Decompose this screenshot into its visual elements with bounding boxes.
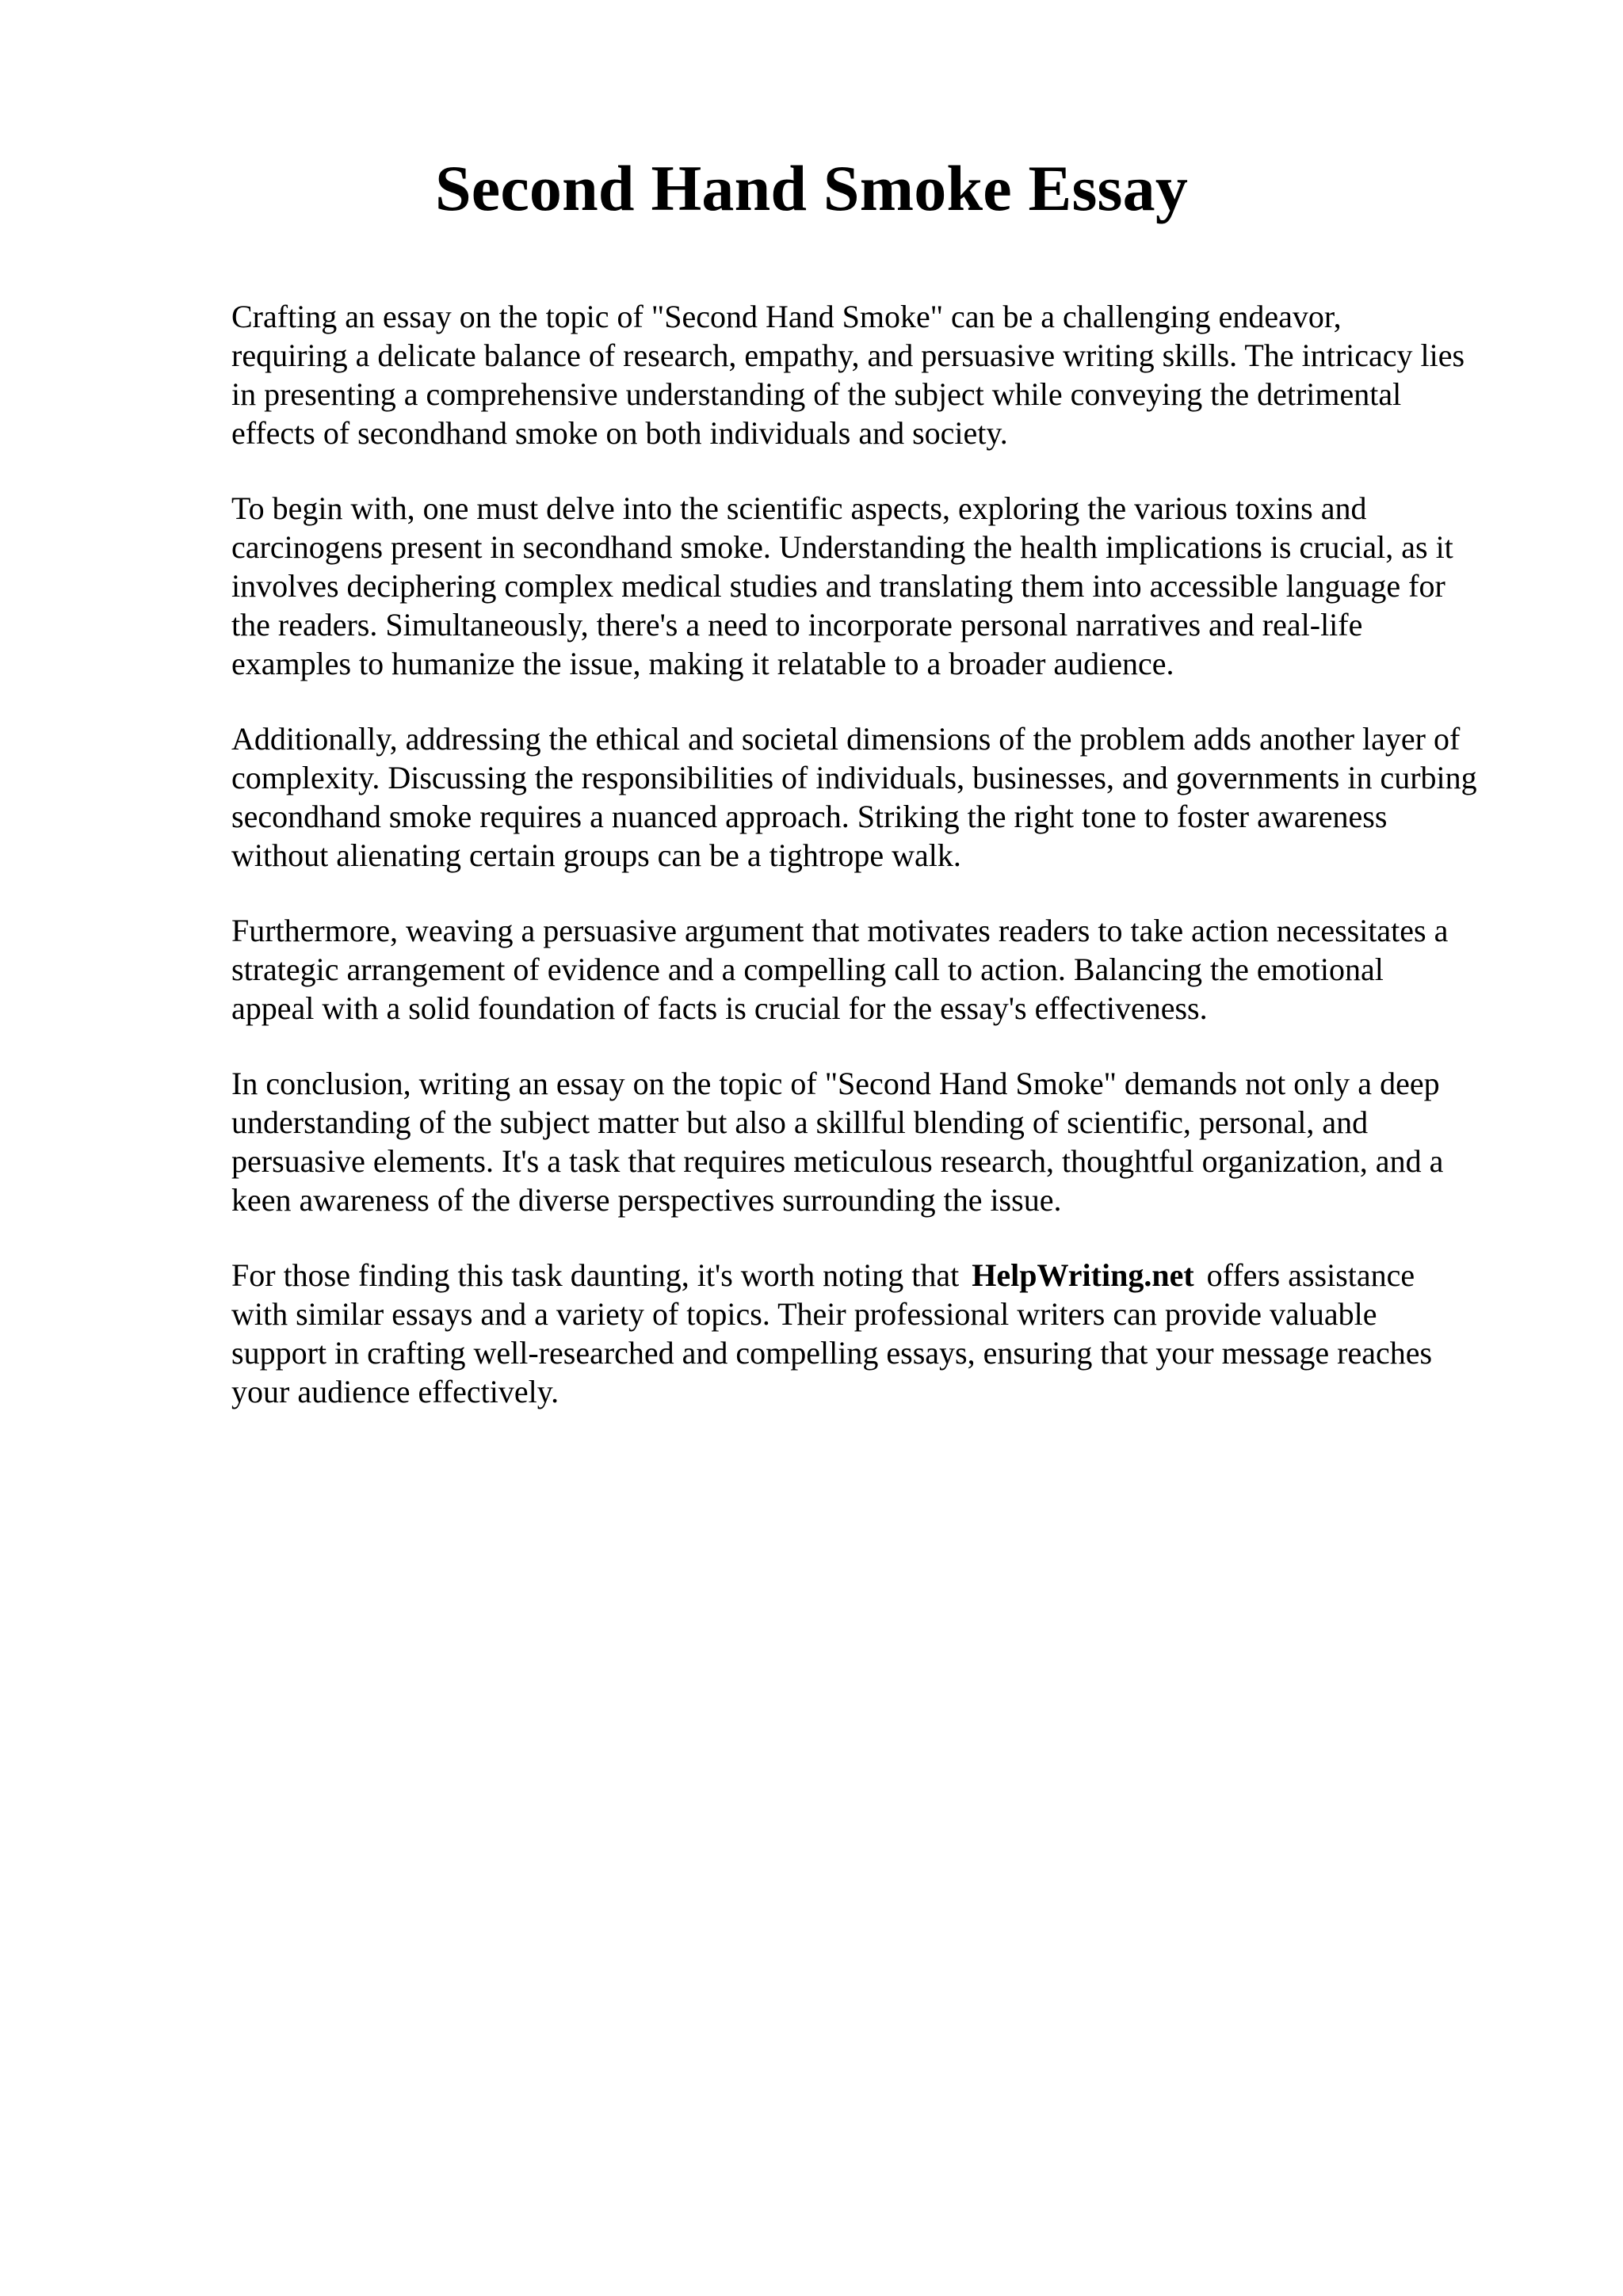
paragraph-line: understanding of the subject matter but also a skillful blending of scientific, personal, and [231, 1104, 1369, 1140]
paragraph-line: carcinogens present in secondhand smoke. Understanding the health implications is crucial, as it [231, 529, 1453, 565]
paragraph-line: examples to humanize the issue, making it relatable to a broader audience. [231, 646, 1174, 681]
paragraph-1 [231, 297, 1547, 452]
paragraph-line: requiring a delicate balance of research, empathy, and persuasive writing skills. The intricacy lies [231, 338, 1465, 373]
paragraph-text: offers assistance [1206, 1257, 1415, 1293]
paragraph-line: strategic arrangement of evidence and a compelling call to action. Balancing the emotional [231, 952, 1384, 987]
paragraph-4 [231, 911, 1547, 1028]
paragraph-3 [231, 719, 1547, 875]
paragraph-5 [231, 1064, 1547, 1219]
paragraph-line: your audience effectively. [231, 1374, 559, 1409]
paragraph-line: To begin with, one must delve into the scientific aspects, exploring the various toxins and [231, 490, 1367, 526]
paragraph-6 [231, 1256, 1547, 1411]
paragraph-line: appeal with a solid foundation of facts is crucial for the essay's effectiveness. [231, 990, 1208, 1026]
paragraph-line: the readers. Simultaneously, there's a need to incorporate personal narratives and real-life [231, 607, 1363, 643]
paragraph-line: effects of secondhand smoke on both individuals and society. [231, 415, 1008, 451]
paragraph-line: without alienating certain groups can be a tightrope walk. [231, 837, 961, 873]
brand-name: HelpWriting.net [972, 1257, 1194, 1293]
paragraph-line: involves deciphering complex medical studies and translating them into accessible language for [231, 568, 1445, 604]
paragraph-text: For those finding this task daunting, it's worth noting that [231, 1257, 960, 1293]
paragraph-line: Furthermore, weaving a persuasive argument that motivates readers to take action necessitates a [231, 913, 1449, 948]
paragraph-line: secondhand smoke requires a nuanced approach. Striking the right tone to foster awareness [231, 799, 1388, 834]
paragraph-line: support in crafting well-researched and compelling essays, ensuring that your message reaches [231, 1335, 1433, 1371]
paragraph-line: Crafting an essay on the topic of "Second Hand Smoke" can be a challenging endeavor, [231, 299, 1342, 334]
paragraph-line: keen awareness of the diverse perspectives surrounding the issue. [231, 1182, 1062, 1218]
page-title: Second Hand Smoke Essay [434, 152, 1189, 224]
paragraph-line: with similar essays and a variety of topics. Their professional writers can provide valuable [231, 1296, 1377, 1332]
paragraph-line: complexity. Discussing the responsibilities of individuals, businesses, and governments in curbing [231, 760, 1477, 795]
paragraph-line: In conclusion, writing an essay on the topic of "Second Hand Smoke" demands not only a deep [231, 1066, 1440, 1101]
paragraph-line: Additionally, addressing the ethical and societal dimensions of the problem adds another layer of [231, 721, 1461, 757]
paragraph-line: persuasive elements. It's a task that requires meticulous research, thoughtful organization, and a [231, 1143, 1444, 1179]
essay-body [231, 297, 1547, 1447]
paragraph-line-with-brand [231, 1256, 1547, 1295]
paragraph-2 [231, 489, 1547, 683]
paragraph-line: in presenting a comprehensive understanding of the subject while conveying the detrimental [231, 376, 1402, 412]
